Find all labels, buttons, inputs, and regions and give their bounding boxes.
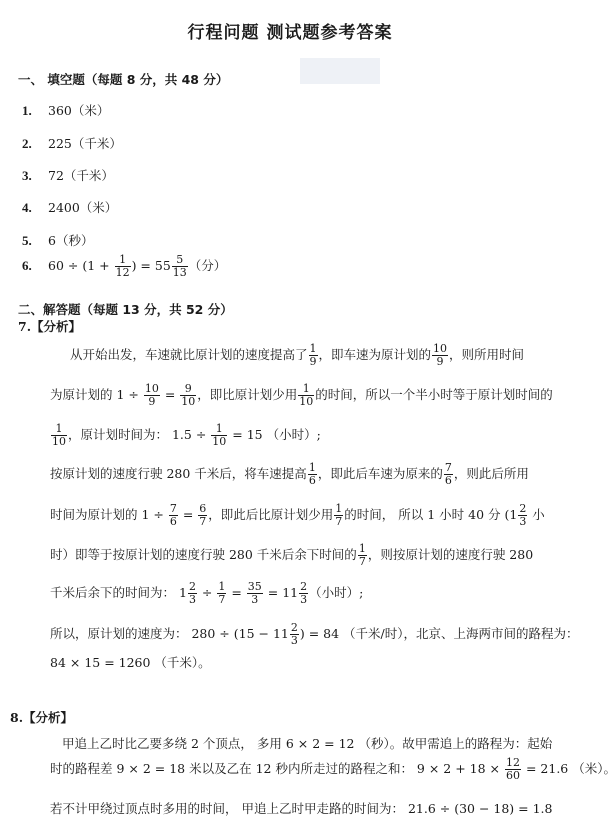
scan-smudge	[300, 58, 380, 84]
frac-den: 7	[358, 555, 366, 568]
frac-num: 1	[211, 423, 227, 436]
fraction	[115, 254, 131, 279]
text: ÷	[197, 585, 217, 600]
answer-number: 4.	[22, 200, 32, 215]
fraction	[444, 462, 453, 487]
fraction	[308, 462, 317, 487]
frac-den: 7	[335, 515, 343, 528]
frac-den: 9	[309, 355, 317, 368]
text: =	[178, 507, 198, 522]
frac-num: 2	[290, 621, 298, 634]
frac-num: 1	[335, 502, 343, 515]
q7-line-6	[50, 543, 533, 568]
fraction	[51, 423, 67, 448]
frac-den: 6	[444, 474, 452, 487]
text: = 21.6 （米）。	[522, 761, 616, 776]
answer-number: 1.	[22, 103, 32, 118]
text: ，则此后所用	[453, 466, 529, 481]
fraction	[144, 383, 160, 408]
text: ) = 84 （千米/时），北京、上海两市间的路程为：	[299, 626, 579, 641]
text: ，即此后比原计划少用	[208, 507, 334, 522]
frac-den: 12	[115, 266, 130, 279]
answer-number: 6.	[22, 258, 32, 273]
text: = 11	[263, 585, 299, 600]
q8-heading: 8.【分析】	[10, 710, 74, 725]
fraction	[432, 343, 448, 368]
page-title: 行程问题 测试题参考答案	[187, 23, 393, 43]
fraction	[358, 543, 367, 568]
frac-num: 10	[433, 342, 448, 355]
text: ，即车速为原计划的	[318, 347, 432, 362]
answer-value: 225（千米）	[48, 136, 122, 151]
fraction	[169, 503, 178, 528]
frac-den: 9	[436, 355, 444, 368]
q7-line-3	[50, 423, 321, 448]
q8-line-3: 若不计甲绕过顶点时多用的时间， 甲追上乙时甲走路的时间为： 21.6 ÷ (30 − 18) = 1.8	[50, 801, 553, 816]
text: 为原计划的 1 ÷	[50, 387, 143, 402]
fraction	[180, 383, 196, 408]
q7-line-2	[50, 383, 553, 408]
frac-den: 3	[251, 593, 259, 606]
text: ，则所用时间	[449, 347, 525, 362]
frac-den: 3	[188, 593, 196, 606]
frac-num: 2	[188, 580, 196, 593]
answer-value: 360（米）	[48, 103, 110, 118]
q7-line-8	[50, 622, 579, 647]
fraction	[198, 503, 207, 528]
frac-num: 5	[172, 254, 188, 267]
q7-heading: 7.【分析】	[18, 319, 82, 334]
frac-den: 3	[290, 634, 298, 647]
q7-line-5	[50, 503, 545, 528]
text: ，即此后车速为原来的	[317, 466, 443, 481]
frac-num: 12	[506, 756, 520, 769]
fraction	[309, 343, 318, 368]
frac-den: 10	[52, 435, 66, 448]
answer-number: 5.	[22, 233, 32, 248]
fraction	[505, 757, 521, 782]
text: 的时间， 所以 1 小时 40 分 (1	[344, 507, 518, 522]
text: ，原计划时间为： 1.5 ÷	[68, 427, 211, 442]
text: 时的路程差 9 × 2 = 18 米以及乙在 12 秒内所走过的路程之和： 9 × 2 + 18 ×	[50, 761, 504, 776]
text: 小	[528, 507, 545, 522]
section-solve-heading: 二、解答题（每题 13 分，共 52 分）	[18, 302, 233, 317]
frac-num: 2	[519, 502, 527, 515]
frac-num: 1	[309, 342, 317, 355]
fraction	[290, 622, 299, 647]
fraction	[247, 581, 263, 606]
text: 时）即等于按原计划的速度行驶 280 千米后余下时间的	[50, 547, 357, 562]
frac-num: 7	[444, 461, 452, 474]
text: ，即比原计划少用	[197, 387, 298, 402]
q8-line-1: 甲追上乙时比乙要多绕 2 个顶点， 多用 6 × 2 = 12 （秒）。故甲需追上的路程为：起始	[62, 736, 553, 751]
section-fill-in-heading: 一、 填空题（每题 8 分，共 48 分）	[18, 72, 229, 87]
answer-value: 72（千米）	[48, 168, 114, 183]
frac-den: 3	[519, 515, 527, 528]
frac-den: 13	[172, 266, 187, 279]
answer-value: 6（秒）	[48, 233, 94, 248]
q7-line-4	[50, 462, 529, 487]
answer-6	[22, 254, 226, 279]
text: 时间为原计划的 1 ÷	[50, 507, 168, 522]
frac-num: 2	[300, 580, 308, 593]
answer-5	[22, 231, 93, 249]
frac-den: 10	[212, 435, 227, 448]
frac-den: 6	[308, 474, 316, 487]
fraction	[217, 581, 226, 606]
frac-num: 35	[247, 580, 262, 593]
text: =	[160, 387, 180, 402]
frac-num: 7	[169, 502, 177, 515]
answer-1	[22, 101, 109, 119]
frac-num: 6	[199, 502, 207, 515]
frac-num: 1	[115, 254, 131, 267]
frac-den: 7	[218, 593, 226, 606]
text: 所以，原计划的速度为： 280 ÷ (15 − 11	[50, 626, 289, 641]
fraction	[334, 503, 343, 528]
frac-den: 6	[169, 515, 177, 528]
text: （小时）;	[309, 585, 364, 600]
answer-4	[22, 198, 117, 216]
text: ，则按原计划的速度行驶 280	[367, 547, 534, 562]
expr-part: （分）	[188, 258, 227, 273]
q7-line-1	[70, 343, 524, 368]
expr-part: 60 ÷ (1 +	[48, 258, 114, 273]
frac-num: 9	[180, 383, 196, 396]
expr-part: ) = 55	[131, 258, 171, 273]
frac-den: 10	[181, 395, 196, 408]
frac-den: 10	[299, 395, 314, 408]
text: = 15 （小时）;	[228, 427, 321, 442]
text: 从开始出发，车速就比原计划的速度提高了	[70, 347, 308, 362]
text: 千米后余下的时间为： 1	[50, 585, 187, 600]
answer-number: 3.	[22, 168, 32, 183]
fraction	[172, 254, 188, 279]
answer-value: 2400（米）	[48, 200, 118, 215]
answer-number: 2.	[22, 136, 32, 151]
q7-line-9: 84 × 15 = 1260 （千米）。	[50, 655, 211, 670]
answer-2	[22, 134, 122, 152]
frac-den: 60	[506, 769, 520, 782]
frac-num: 1	[308, 461, 316, 474]
fraction	[188, 581, 197, 606]
frac-den: 9	[148, 395, 156, 408]
text: 的时间，所以一个半小时等于原计划时间的	[315, 387, 553, 402]
frac-num: 1	[218, 580, 226, 593]
q8-line-2	[50, 757, 616, 782]
frac-den: 7	[199, 515, 207, 528]
text: 按原计划的速度行驶 280 千米后，将车速提高	[50, 466, 307, 481]
frac-num: 10	[144, 382, 159, 395]
q7-line-7	[50, 581, 363, 606]
frac-num: 1	[298, 383, 314, 396]
fraction	[298, 383, 314, 408]
frac-num: 1	[358, 542, 366, 555]
fraction	[211, 423, 227, 448]
text: =	[227, 585, 246, 600]
frac-num: 1	[51, 423, 67, 436]
answer-3	[22, 166, 114, 184]
frac-den: 3	[300, 593, 308, 606]
fraction	[299, 581, 308, 606]
fraction	[518, 503, 527, 528]
